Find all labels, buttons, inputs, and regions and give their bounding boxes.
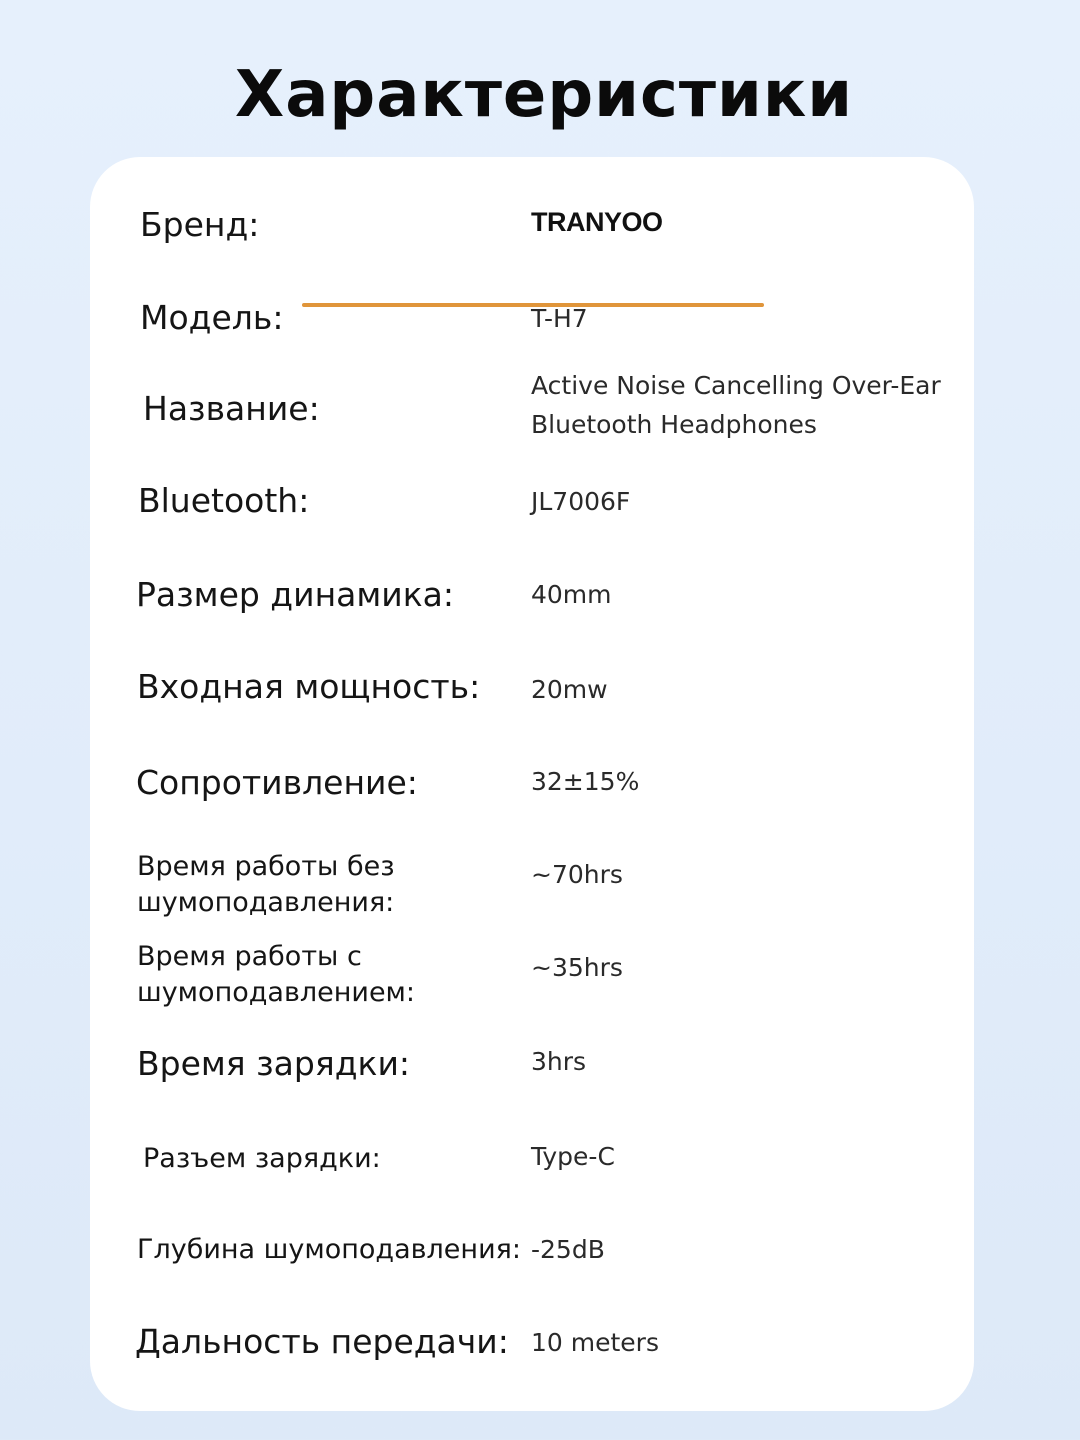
spec-value-impedance: 32±15%	[531, 767, 640, 796]
spec-value-charge-time: 3hrs	[531, 1047, 587, 1076]
spec-label-impedance: Сопротивление:	[136, 763, 418, 802]
spec-value-input-power: 20mw	[531, 675, 608, 704]
spec-label-input-power: Входная мощность:	[137, 667, 481, 706]
brand-logo: TRANYOO	[531, 207, 663, 237]
spec-value-playtime-no-anc: ~70hrs	[531, 860, 623, 889]
spec-value-driver-size: 40mm	[531, 580, 612, 609]
spec-value-bluetooth: JL7006F	[531, 487, 631, 516]
spec-value-playtime-anc: ~35hrs	[531, 953, 623, 982]
spec-label-bluetooth: Bluetooth:	[138, 481, 310, 520]
spec-label-model: Модель:	[140, 298, 284, 337]
spec-value-name-line2: Bluetooth Headphones	[531, 410, 817, 439]
spec-label-playtime-anc-line1: Время работы с	[137, 941, 362, 972]
page-title: Характеристики	[234, 58, 854, 132]
spec-label-brand: Бренд:	[140, 205, 260, 244]
spec-value-range: 10 meters	[531, 1328, 659, 1357]
spec-label-charge-port: Разъем зарядки:	[143, 1143, 381, 1174]
spec-label-name: Название:	[143, 389, 320, 428]
spec-label-playtime-anc-line2: шумоподавлением:	[137, 977, 416, 1008]
spec-value-charge-port: Type-C	[531, 1142, 615, 1171]
spec-value-name-line1: Active Noise Cancelling Over-Ear	[531, 371, 941, 400]
spec-label-driver-size: Размер динамика:	[136, 575, 454, 614]
spec-label-playtime-no-anc-line1: Время работы без	[137, 851, 395, 882]
spec-label-range: Дальность передачи:	[135, 1322, 509, 1361]
spec-label-playtime-no-anc-line2: шумоподавления:	[137, 887, 395, 918]
spec-value-anc-depth: -25dB	[531, 1235, 605, 1264]
spec-value-model: T-H7	[531, 304, 588, 333]
spec-label-charge-time: Время зарядки:	[137, 1044, 411, 1083]
spec-label-anc-depth: Глубина шумоподавления:	[137, 1234, 521, 1265]
